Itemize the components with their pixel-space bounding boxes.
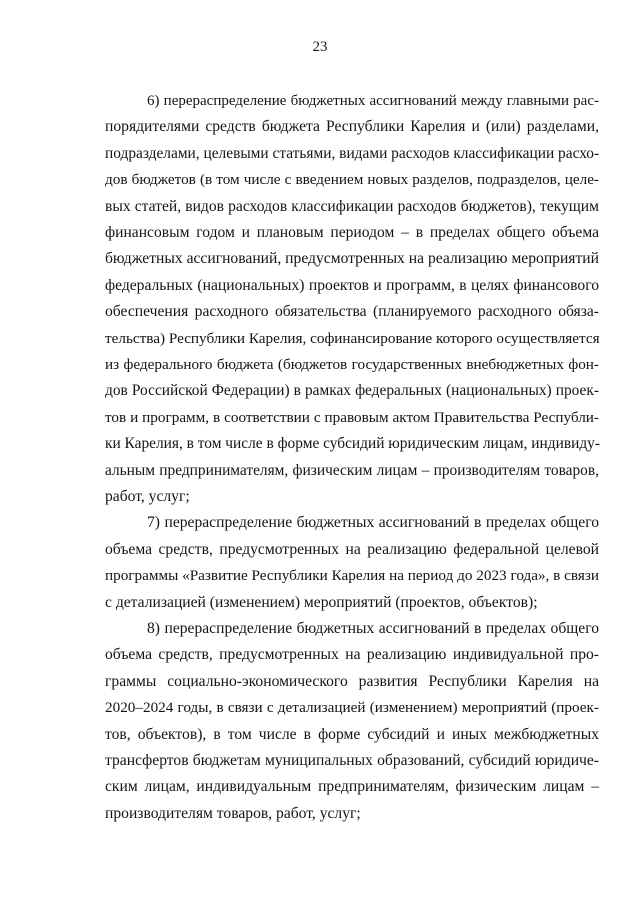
- page-number: 23: [312, 39, 328, 55]
- paragraph-6-line: федеральных (национальных) проектов и программ, в целях финансового: [105, 276, 599, 294]
- paragraph-6-line: обеспечения расходного обязательства (планируемого расходного обяза-: [105, 303, 599, 321]
- paragraph-6-line: ки Карелия, в том числе в форме субсидий юридическим лицам, индивиду-: [105, 435, 600, 453]
- paragraph-6-line: дов Российской Федерации) в рамках федеральных (национальных) проек-: [105, 382, 599, 400]
- paragraph-8-line: граммы социально-экономического развития Республики Карелия на: [105, 672, 599, 690]
- paragraph-6-line: тельства) Республики Карелия, софинансирование которого осуществляется: [105, 329, 600, 347]
- paragraph-8-line: ским лицам, индивидуальным предпринимателям, физическим лицам –: [105, 778, 599, 796]
- paragraph-7-line: с детализацией (изменением) мероприятий (проектов, объектов);: [105, 593, 538, 611]
- paragraph-6-line: из федерального бюджета (бюджетов государственных внебюджетных фон-: [105, 356, 599, 373]
- paragraph-6-line: альным предпринимателям, физическим лицам – производителям товаров,: [105, 461, 599, 479]
- paragraph-8-line: тов, объектов), в том числе в форме субсидий и иных межбюджетных: [105, 725, 599, 743]
- paragraph-6-line: финансовым годом и плановым периодом – в пределах общего объема: [105, 224, 599, 241]
- paragraph-8-line: производителям товаров, работ, услуг;: [105, 804, 361, 822]
- paragraph-6-line: порядителями средств бюджета Республики Карелия и (или) разделами,: [105, 118, 599, 136]
- paragraph-6-line: вых статей, видов расходов классификации расходов бюджетов), текущим: [105, 197, 599, 215]
- paragraph-6-line: дов бюджетов (в том числе с введением новых разделов, подразделов, целе-: [105, 171, 599, 189]
- paragraph-7-line: программы «Развитие Республики Карелия на период до 2023 года», в связи: [105, 567, 599, 585]
- paragraph-6-line: 6) перераспределение бюджетных ассигнований между главными рас-: [147, 93, 599, 109]
- paragraph-6-line: подразделами, целевыми статьями, видами расходов классификации расхо-: [105, 144, 600, 162]
- paragraph-8-line: 8) перераспределение бюджетных ассигнований в пределах общего: [147, 620, 599, 637]
- paragraph-7-line: объема средств, предусмотренных на реализацию федеральной целевой: [105, 540, 599, 558]
- paragraph-6-line: тов и программ, в соответствии с правовым актом Правительства Республи-: [105, 408, 599, 426]
- paragraph-8-line: объема средств, предусмотренных на реализацию индивидуальной про-: [105, 646, 599, 664]
- paragraph-7-line: 7) перераспределение бюджетных ассигнований в пределах общего: [147, 514, 599, 532]
- paragraph-6-line: бюджетных ассигнований, предусмотренных на реализацию мероприятий: [105, 250, 599, 268]
- paragraph-8-line: трансфертов бюджетам муниципальных образований, субсидий юридиче-: [105, 752, 599, 769]
- paragraph-8-line: 2020–2024 годы, в связи с детализацией (изменением) мероприятий (проек-: [105, 699, 599, 717]
- paragraph-6-line: работ, услуг;: [105, 488, 190, 505]
